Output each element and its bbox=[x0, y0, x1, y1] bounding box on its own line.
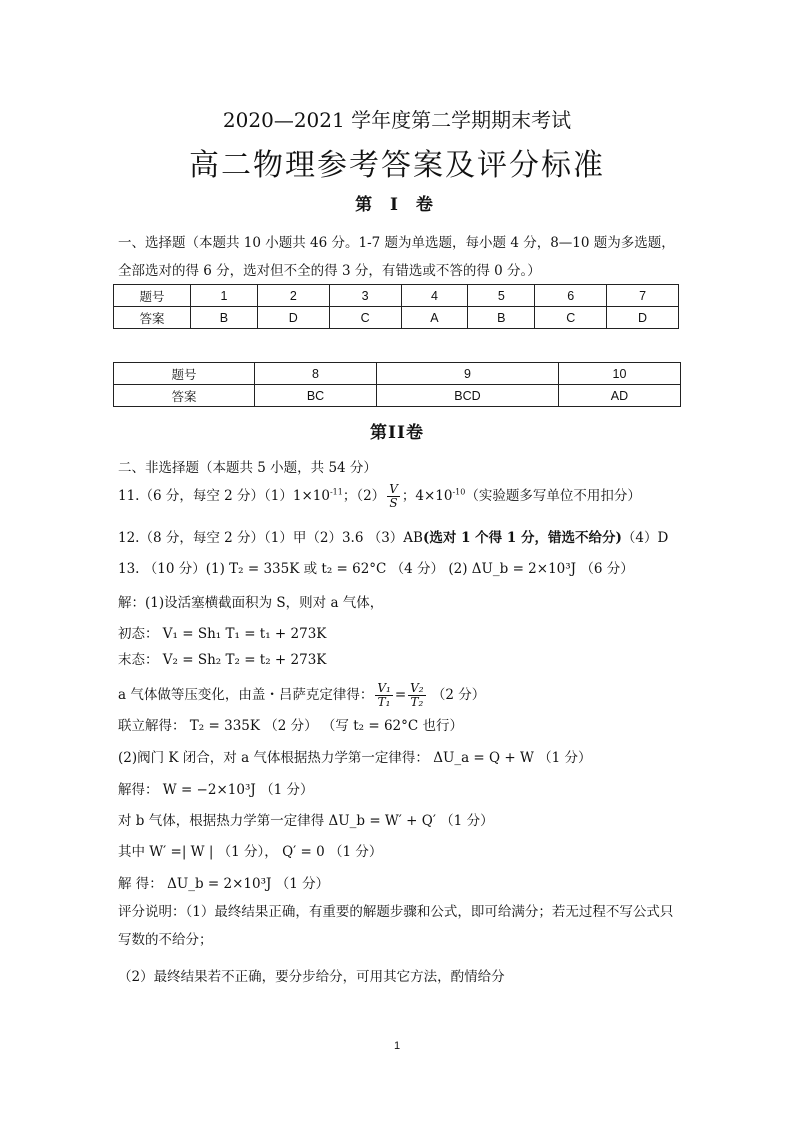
table-row bbox=[114, 307, 679, 329]
question-number: 10 bbox=[558, 363, 680, 385]
q13-answer: 13. （10 分）(1) T₂ = 335K 或 t₂ = 62°C （4 分） (2) ΔU_b = 2×10³J （6 分） bbox=[118, 561, 634, 577]
fraction-v-over-s: $\frac{V}{S}$ bbox=[389, 482, 398, 510]
table-row bbox=[114, 285, 679, 307]
question-number: 3 bbox=[329, 285, 401, 307]
answer-cell: D bbox=[607, 307, 679, 329]
answer-key-title: 高二物理参考答案及评分标准 bbox=[189, 148, 605, 183]
volume-2-heading: 第II卷 bbox=[370, 423, 424, 443]
answer-cell: C bbox=[535, 307, 607, 329]
initial-state: 初态： V₁ = Sh₁ T₁ = t₁ + 273K bbox=[118, 626, 327, 642]
grading-note-2: （2）最终结果若不正确，要分步给分，可用其它方法，酌情给分 bbox=[118, 969, 505, 985]
page-number: 1 bbox=[393, 1040, 401, 1052]
grading-note-1: 评分说明：（1）最终结果正确，有重要的解题步骤和公式，即可给满分；若无过程不写公式只写数的不给分； bbox=[118, 904, 674, 948]
section2-intro: 二、非选择题（本题共 5 小题，共 54 分） bbox=[118, 460, 377, 476]
q12-answer: 12.（8 分，每空 2 分）（1）甲（2）3.6 （3）AB(选对 1 个得 1 分，错选不给分)（4）D bbox=[118, 530, 669, 546]
answer-cell: B bbox=[191, 307, 258, 329]
answer-table-1 bbox=[113, 284, 679, 329]
section1-intro-line1: 一、选择题（本题共 10 小题共 46 分。1-7 题为单选题，每小题 4 分，8—10 题为多选题， bbox=[118, 235, 675, 251]
volume-1-heading: 第 I 卷 bbox=[355, 195, 439, 215]
answer-cell: B bbox=[468, 307, 535, 329]
b-gas-first-law: 对 b 气体，根据热力学第一定律得 ΔU_b = W′ + Q′ （1 分） bbox=[118, 813, 494, 829]
question-number: 5 bbox=[468, 285, 535, 307]
fraction-v1-t1: $\frac{\text{V₁}}{\text{T₁}}$ bbox=[377, 681, 391, 709]
question-number: 4 bbox=[401, 285, 468, 307]
part2-first-law: (2)阀门 K 闭合，对 a 气体根据热力学第一定律得： ΔU_a = Q + W （1 分） bbox=[118, 750, 592, 766]
joint-solution: 联立解得： T₂ = 335K （2 分） （写 t₂ = 62°C 也行） bbox=[118, 718, 463, 734]
work-solution: 解得： W = −2×10³J （1 分） bbox=[118, 782, 314, 798]
answer-cell: AD bbox=[558, 385, 680, 407]
fraction-v2-t2: $\frac{\text{V₂}}{\text{T₂}}$ bbox=[410, 681, 424, 709]
solution-intro: 解：(1)设活塞横截面积为 S，则对 a 气体， bbox=[118, 595, 384, 611]
final-state: 末态： V₂ = Sh₂ T₂ = t₂ + 273K bbox=[118, 652, 327, 668]
answer-cell: C bbox=[329, 307, 401, 329]
answer-cell: D bbox=[257, 307, 329, 329]
answer-table-2 bbox=[113, 362, 681, 407]
gay-lussac-law: a 气体做等压变化，由盖・吕萨克定律得： $\frac{\text{V₁}}{\text{T₁}}$ = $\frac{\text{V₂}}{\text{T₂}}$ （2 分） bbox=[118, 681, 486, 709]
question-number: 8 bbox=[255, 363, 377, 385]
question-number: 7 bbox=[607, 285, 679, 307]
row-label: 题号 bbox=[114, 285, 191, 307]
row-label: 答案 bbox=[114, 385, 255, 407]
answer-cell: BC bbox=[255, 385, 377, 407]
section1-intro-line2: 全部选对的得 6 分，选对但不全的得 3 分，有错选或不答的得 0 分。） bbox=[118, 263, 541, 279]
where-line: 其中 W′ =| W | （1 分）， Q′ = 0 （1 分） bbox=[118, 844, 383, 860]
row-label: 题号 bbox=[114, 363, 255, 385]
exam-title: 2020—2021 学年度第二学期期末考试 bbox=[222, 108, 572, 132]
table-row bbox=[114, 363, 681, 385]
answer-cell: BCD bbox=[377, 385, 559, 407]
answer-cell: A bbox=[401, 307, 468, 329]
final-result: 解 得： ΔU_b = 2×10³J （1 分） bbox=[118, 876, 330, 892]
question-number: 6 bbox=[535, 285, 607, 307]
table-row bbox=[114, 385, 681, 407]
q11-answer: 11.（6 分，每空 2 分）$(1)1\times 10^{-11}$；（2） $\frac{V}{S}$ ；$4\times 10^{-10}$（实验题多写单位不用扣分） bbox=[118, 482, 641, 510]
question-number: 2 bbox=[257, 285, 329, 307]
question-number: 1 bbox=[191, 285, 258, 307]
question-number: 9 bbox=[377, 363, 559, 385]
row-label: 答案 bbox=[114, 307, 191, 329]
